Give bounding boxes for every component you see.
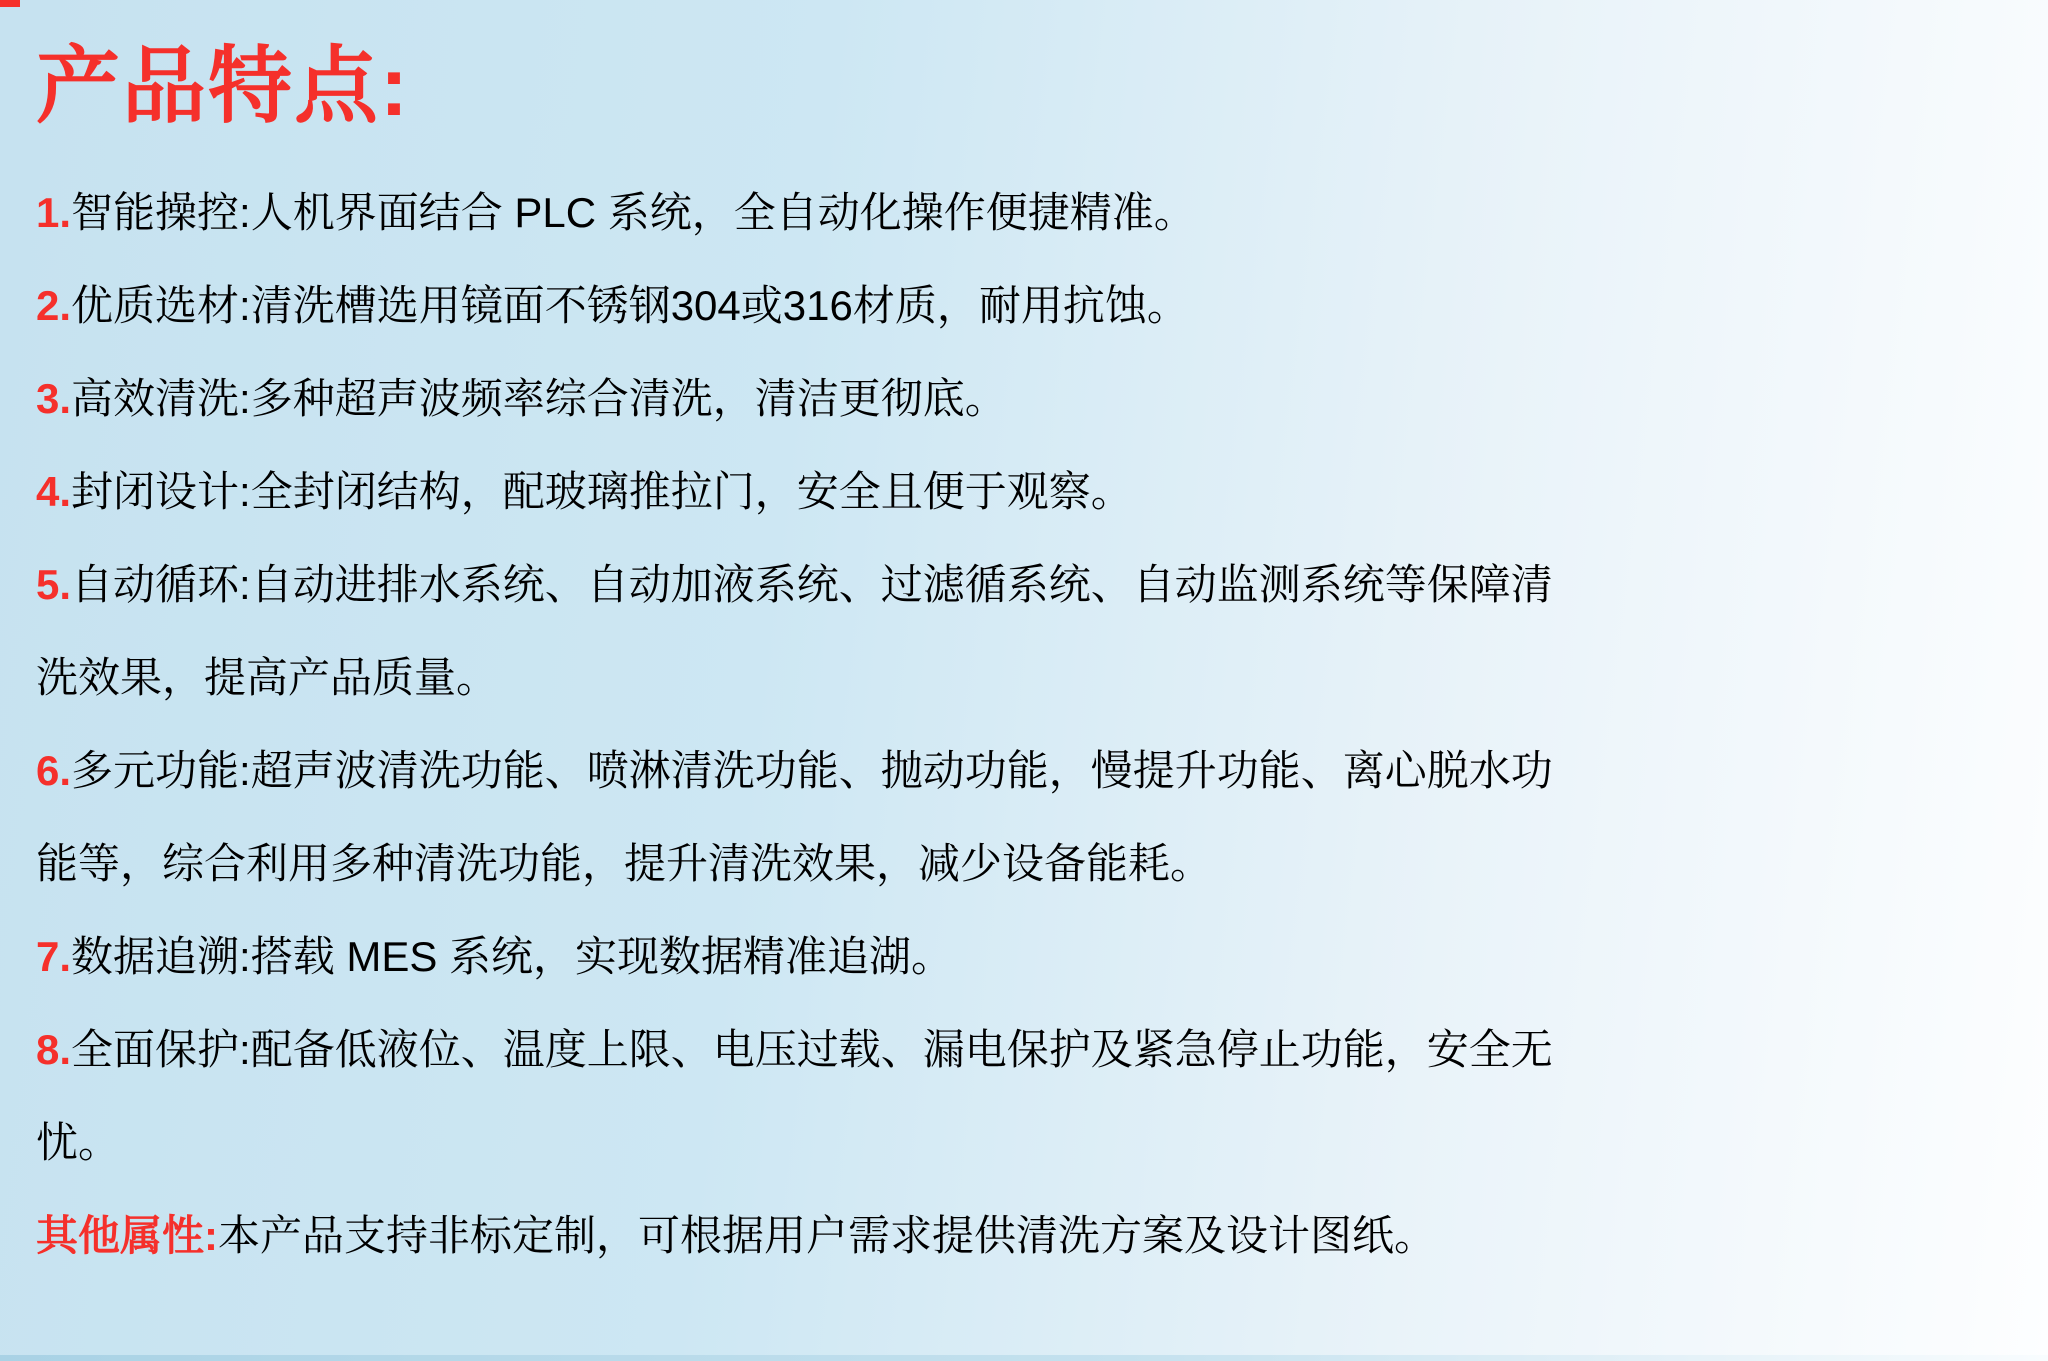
top-left-red-mark <box>0 0 20 7</box>
feature-text: 自动循环:自动进排水系统、自动加液系统、过滤循系统、自动监测系统等保障清洗效果，提高产品质量。 <box>36 561 1553 702</box>
feature-number: 1. <box>36 189 72 237</box>
feature-number: 3. <box>36 375 72 423</box>
feature-text: 数据追溯:搭载 MES 系统，实现数据精准追湖。 <box>71 933 954 981</box>
feature-text: 高效清洗:多种超声波频率综合清洗，清洁更彻底。 <box>71 375 1007 423</box>
feature-item-1 <box>36 166 1556 259</box>
feature-number: 8. <box>36 1026 72 1074</box>
feature-number: 4. <box>36 468 72 516</box>
feature-number: 7. <box>36 933 72 981</box>
feature-number: 6. <box>36 747 72 795</box>
feature-item-5 <box>36 538 1556 724</box>
feature-item-2 <box>36 259 1556 352</box>
feature-item-6 <box>36 724 1556 910</box>
feature-text: 多元功能:超声波清洗功能、喷淋清洗功能、抛动功能，慢提升功能、离心脱水功能等，综合利用多种清洗功能，提升清洗效果，减少设备能耗。 <box>36 747 1553 888</box>
feature-number: 2. <box>36 282 72 330</box>
feature-text: 封闭设计:全封闭结构，配玻璃推拉门，安全且便于观察。 <box>71 468 1133 516</box>
other-attributes-text: 本产品支持非标定制，可根据用户需求提供清洗方案及设计图纸。 <box>218 1212 1437 1260</box>
feature-text: 智能操控:人机界面结合 PLC 系统，全自动化操作便捷精准。 <box>71 189 1196 237</box>
feature-item-3 <box>36 352 1556 445</box>
feature-number: 5. <box>36 561 72 609</box>
other-attributes-line <box>36 1189 1556 1282</box>
feature-item-8 <box>36 1003 1556 1189</box>
features-content <box>36 40 1556 1282</box>
feature-item-7 <box>36 910 1556 1003</box>
feature-text: 全面保护:配备低液位、温度上限、电压过载、漏电保护及紧急停止功能，安全无忧。 <box>36 1026 1553 1167</box>
other-attributes-label: 其他属性: <box>36 1212 218 1260</box>
bottom-edge-strip <box>0 1355 2048 1361</box>
feature-text: 优质选材:清洗槽选用镜面不锈钢304或316材质，耐用抗蚀。 <box>71 282 1189 330</box>
page-title: 产品特点: <box>36 39 410 133</box>
feature-item-4 <box>36 445 1556 538</box>
